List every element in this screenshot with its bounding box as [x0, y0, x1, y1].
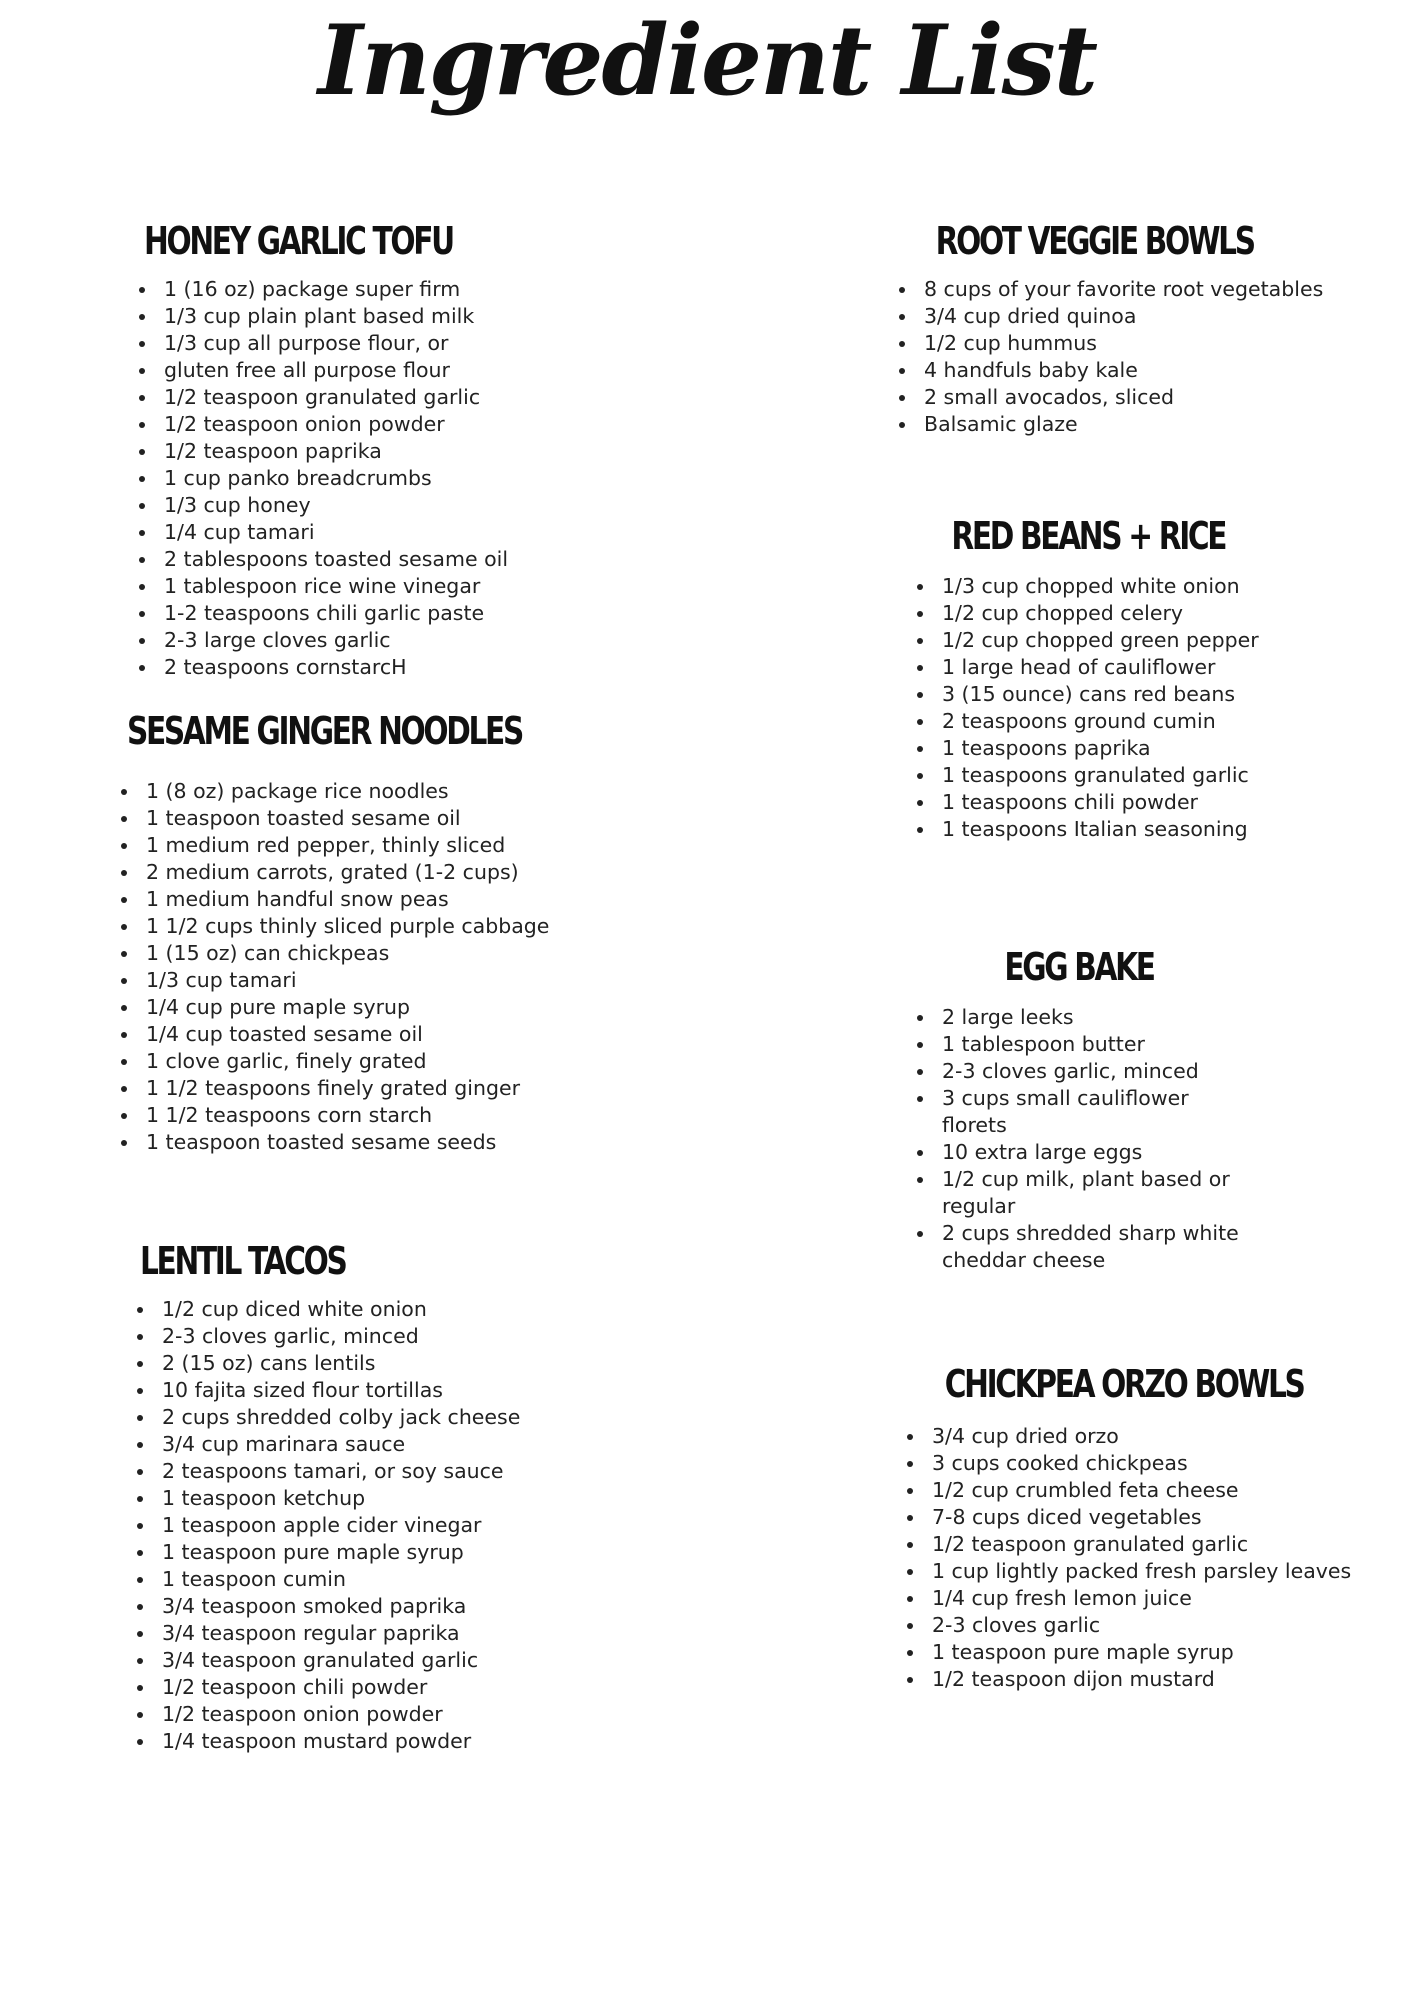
ingredient-item: 1/2 teaspoon onion powder — [136, 411, 540, 438]
ingredient-list — [914, 573, 1259, 843]
ingredient-item: 1/2 cup crumbled feta cheese — [904, 1477, 1351, 1504]
ingredient-item: 2 cups shredded colby jack cheese — [134, 1404, 520, 1431]
ingredient-item: 2 tablespoons toasted sesame oil — [136, 546, 540, 573]
ingredient-item: 1 teaspoon pure maple syrup — [904, 1639, 1351, 1666]
ingredient-item: 3 cups small cauliflower florets — [914, 1085, 1242, 1139]
ingredient-item: 1 cup lightly packed fresh parsley leaves — [904, 1558, 1351, 1585]
recipe-heading: SESAME GINGER NOODLES — [127, 709, 522, 753]
ingredient-item: 3/4 cup dried orzo — [904, 1423, 1351, 1450]
ingredient-item: 1 teaspoon apple cider vinegar — [134, 1512, 520, 1539]
ingredient-item: 1/3 cup plain plant based milk — [136, 303, 540, 330]
ingredient-item: 1/3 cup honey — [136, 492, 540, 519]
ingredient-item: 1/4 cup toasted sesame oil — [118, 1021, 633, 1048]
ingredient-item: 1/2 teaspoon onion powder — [134, 1701, 520, 1728]
ingredient-item: 1 tablespoon rice wine vinegar — [136, 573, 540, 600]
recipe-heading: CHICKPEA ORZO BOWLS — [944, 1362, 1304, 1406]
ingredient-item: 3/4 teaspoon smoked paprika — [134, 1593, 520, 1620]
ingredient-item: 2 cups shredded sharp white cheddar cheese — [914, 1220, 1242, 1274]
ingredient-item: 1/4 teaspoon mustard powder — [134, 1728, 520, 1755]
ingredient-item: 2 small avocados, sliced — [896, 384, 1323, 411]
ingredient-item: 1/2 teaspoon paprika — [136, 438, 540, 465]
ingredient-item: 2-3 cloves garlic — [904, 1612, 1351, 1639]
ingredient-item: 1/3 cup chopped white onion — [914, 573, 1259, 600]
ingredient-item: 1 teaspoons paprika — [914, 735, 1259, 762]
recipe-heading: HONEY GARLIC TOFU — [144, 219, 453, 263]
recipe-heading: ROOT VEGGIE BOWLS — [935, 219, 1254, 263]
ingredient-item: 3/4 cup dried quinoa — [896, 303, 1323, 330]
ingredient-item: gluten free all purpose flour — [136, 357, 540, 384]
ingredient-item: 1 (15 oz) can chickpeas — [118, 940, 633, 967]
ingredient-item: 3 cups cooked chickpeas — [904, 1450, 1351, 1477]
ingredient-item: 1 teaspoon pure maple syrup — [134, 1539, 520, 1566]
recipe-heading: RED BEANS + RICE — [951, 514, 1226, 558]
recipe-egg-bake — [914, 942, 1244, 1274]
ingredient-item: 3/4 teaspoon regular paprika — [134, 1620, 520, 1647]
ingredient-item: 2 medium carrots, grated (1-2 cups) — [118, 859, 633, 886]
ingredient-item: 2 large leeks — [914, 1004, 1242, 1031]
ingredient-item: 1/2 teaspoon chili powder — [134, 1674, 520, 1701]
ingredient-item: 1/3 cup tamari — [118, 967, 633, 994]
ingredient-item: 1/2 cup diced white onion — [134, 1296, 520, 1323]
ingredient-list — [896, 276, 1323, 438]
ingredient-item: 1/2 teaspoon granulated garlic — [136, 384, 540, 411]
ingredient-list — [134, 1296, 520, 1755]
recipe-honey-garlic-tofu — [136, 216, 540, 681]
ingredient-item: 1/4 cup pure maple syrup — [118, 994, 633, 1021]
recipe-root-veggie-bowls — [896, 216, 1323, 438]
ingredient-item: 1 cup panko breadcrumbs — [136, 465, 540, 492]
ingredient-item: 1 medium handful snow peas — [118, 886, 633, 913]
ingredient-item: 1/2 cup milk, plant based or regular — [914, 1166, 1242, 1220]
recipe-sesame-ginger-noodles — [118, 706, 633, 1156]
ingredient-item: 1 teaspoon toasted sesame seeds — [118, 1129, 633, 1156]
ingredient-list — [914, 1004, 1244, 1274]
ingredient-item: 2 (15 oz) cans lentils — [134, 1350, 520, 1377]
ingredient-item: 1/4 cup fresh lemon juice — [904, 1585, 1351, 1612]
ingredient-item: 7-8 cups diced vegetables — [904, 1504, 1351, 1531]
recipe-chickpea-orzo-bowls — [904, 1359, 1351, 1693]
recipe-red-beans-rice — [914, 511, 1259, 843]
ingredient-item: 1 clove garlic, finely grated — [118, 1048, 633, 1075]
ingredient-item: 1 large head of cauliflower — [914, 654, 1259, 681]
ingredient-item: 1 teaspoons Italian seasoning — [914, 816, 1259, 843]
ingredient-item: 2 teaspoons ground cumin — [914, 708, 1259, 735]
ingredient-item: 1 teaspoons granulated garlic — [914, 762, 1259, 789]
ingredient-item: 1 teaspoon cumin — [134, 1566, 520, 1593]
ingredient-item: 1 1/2 teaspoons finely grated ginger — [118, 1075, 633, 1102]
ingredient-item: 1/2 cup chopped celery — [914, 600, 1259, 627]
ingredient-item: 1 tablespoon butter — [914, 1031, 1242, 1058]
ingredient-item: 3/4 cup marinara sauce — [134, 1431, 520, 1458]
ingredient-item: 1/2 cup chopped green pepper — [914, 627, 1259, 654]
ingredient-item: 2-3 large cloves garlic — [136, 627, 540, 654]
ingredient-item: 1/3 cup all purpose flour, or — [136, 330, 540, 357]
ingredient-item: 1 teaspoons chili powder — [914, 789, 1259, 816]
ingredient-item: 1-2 teaspoons chili garlic paste — [136, 600, 540, 627]
ingredient-item: 1 teaspoon toasted sesame oil — [118, 805, 633, 832]
ingredient-item: 10 fajita sized flour tortillas — [134, 1377, 520, 1404]
ingredient-item: 8 cups of your favorite root vegetables — [896, 276, 1323, 303]
ingredient-item: 2 teaspoons tamari, or soy sauce — [134, 1458, 520, 1485]
ingredient-item: 1 medium red pepper, thinly sliced — [118, 832, 633, 859]
ingredient-item: 3/4 teaspoon granulated garlic — [134, 1647, 520, 1674]
ingredient-item: 1/2 teaspoon dijon mustard — [904, 1666, 1351, 1693]
recipe-heading: EGG BAKE — [1004, 945, 1154, 989]
ingredient-item: 1 (8 oz) package rice noodles — [118, 778, 633, 805]
ingredient-item: Balsamic glaze — [896, 411, 1323, 438]
recipe-heading: LENTIL TACOS — [140, 1239, 346, 1283]
ingredient-item: 2-3 cloves garlic, minced — [134, 1323, 520, 1350]
ingredient-item: 1 1/2 teaspoons corn starch — [118, 1102, 633, 1129]
ingredient-item: 1 (16 oz) package super firm — [136, 276, 540, 303]
ingredient-item: 2-3 cloves garlic, minced — [914, 1058, 1242, 1085]
page-title: Ingredient List — [317, 4, 1097, 117]
ingredient-item: 3 (15 ounce) cans red beans — [914, 681, 1259, 708]
ingredient-item: 10 extra large eggs — [914, 1139, 1242, 1166]
ingredient-list — [136, 276, 540, 681]
ingredient-item: 1/2 cup hummus — [896, 330, 1323, 357]
ingredient-item: 2 teaspoons cornstarcH — [136, 654, 540, 681]
ingredient-item: 1 teaspoon ketchup — [134, 1485, 520, 1512]
ingredient-item: 4 handfuls baby kale — [896, 357, 1323, 384]
ingredient-item: 1 1/2 cups thinly sliced purple cabbage — [118, 913, 633, 940]
recipe-lentil-tacos — [134, 1236, 520, 1755]
ingredient-list — [904, 1423, 1351, 1693]
ingredient-item: 1/4 cup tamari — [136, 519, 540, 546]
ingredient-item: 1/2 teaspoon granulated garlic — [904, 1531, 1351, 1558]
ingredient-list — [118, 778, 633, 1156]
